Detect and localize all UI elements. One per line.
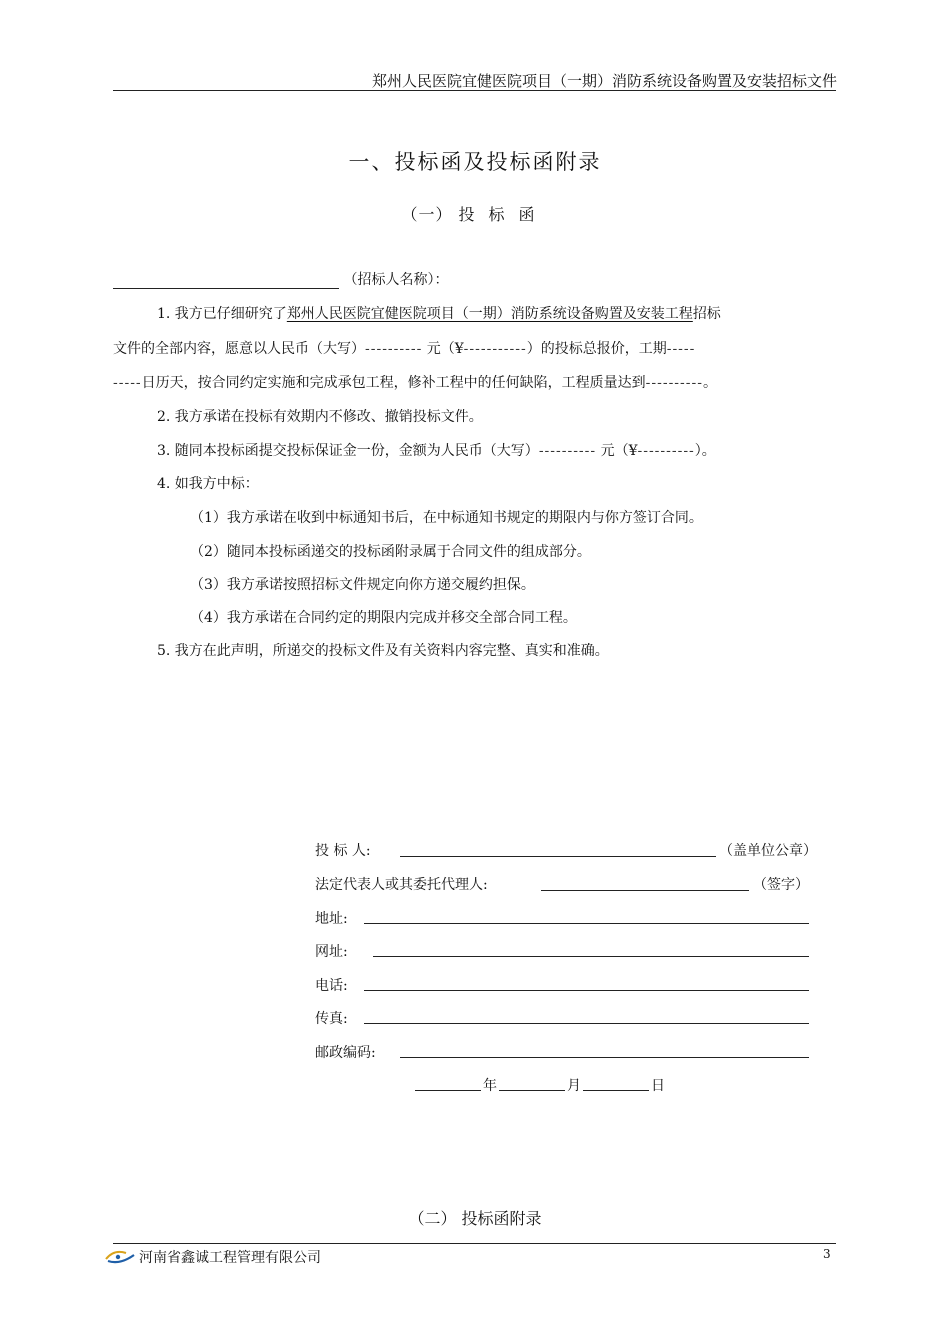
bidder-line: [400, 856, 716, 857]
item-1-text-d: 元（¥: [422, 341, 464, 357]
appendix-title: （二） 投标函附录: [408, 1209, 542, 1228]
bidder-label: 投 标 人:: [315, 843, 371, 859]
month-label: 月: [567, 1078, 581, 1094]
company-logo-icon: [104, 1247, 136, 1265]
rep-line: [541, 890, 749, 891]
page-number: 3: [823, 1247, 831, 1261]
item-1-text-c: 文件的全部内容，愿意以人民币（大写）: [113, 341, 365, 357]
item-3-text-c: ）。: [694, 443, 716, 459]
section-title: 一、投标函及投标函附录: [348, 150, 602, 174]
item-3-text-b: 元（¥: [596, 443, 638, 459]
deposit-words-blank: ----------: [538, 443, 597, 459]
bidder-note: （盖单位公章）: [719, 843, 817, 859]
address-line: [364, 923, 809, 924]
header-rule: [113, 90, 836, 91]
item-2: 2. 我方承诺在投标有效期内不修改、撤销投标文件。: [157, 409, 483, 425]
duration-blank-a: -----: [666, 341, 696, 357]
recipient-blank: [113, 272, 339, 289]
postcode-line: [400, 1057, 809, 1058]
sub-item-4: （4）我方承诺在合同约定的期限内完成并移交全部合同工程。: [190, 610, 577, 626]
item-1-text-a: 1. 我方已仔细研究了: [157, 306, 287, 322]
item-1-text-g: 。: [702, 375, 717, 391]
subsection-title-text: 投标函: [458, 205, 549, 224]
item-4: 4. 如我方中标：: [157, 476, 259, 492]
recipient-line: [113, 269, 448, 289]
item-3: [157, 440, 716, 460]
fax-line: [364, 1023, 809, 1024]
item-1-line-3: [113, 372, 717, 392]
quality-blank: ----------: [645, 375, 703, 391]
footer-rule: [113, 1243, 836, 1244]
website-label: 网址:: [315, 944, 348, 960]
duration-blank-b: -----: [113, 375, 142, 391]
website-line: [373, 956, 809, 957]
item-5: 5. 我方在此声明，所递交的投标文件及有关资料内容完整、真实和准确。: [157, 643, 609, 659]
subsection-title: [0, 202, 950, 225]
year-label: 年: [483, 1078, 497, 1094]
fax-label: 传真:: [315, 1011, 348, 1027]
item-1-text-b: 招标: [692, 306, 721, 322]
postcode-label: 邮政编码:: [315, 1045, 376, 1061]
phone-label: 电话:: [315, 978, 348, 994]
item-1-text-e: ）的投标总报价，工期: [526, 341, 667, 357]
header-title: 郑州人民医院宜健医院项目（一期）消防系统设备购置及安装招标文件: [371, 72, 837, 90]
price-words-blank: ----------: [365, 341, 423, 357]
footer-company: 河南省鑫诚工程管理有限公司: [139, 1250, 321, 1266]
deposit-figure-blank: ----------: [637, 443, 695, 459]
project-name: 郑州人民医院宜健医院项目（一期）消防系统设备购置及安装工程: [286, 306, 693, 322]
subsection-title-prefix: （一）: [401, 205, 453, 224]
item-1-line-1: [157, 303, 721, 323]
item-1-text-f: 日历天，按合同约定实施和完成承包工程，修补工程中的任何缺陷，工程质量达到: [141, 375, 646, 391]
rep-label: 法定代表人或其委托代理人:: [315, 877, 488, 893]
day-label: 日: [651, 1078, 665, 1094]
recipient-suffix: （招标人名称）：: [343, 272, 449, 288]
phone-line: [364, 990, 809, 991]
item-3-text-a: 3. 随同本投标函提交投标保证金一份，金额为人民币（大写）: [157, 443, 539, 459]
sub-item-2: （2）随同本投标函递交的投标函附录属于合同文件的组成部分。: [190, 544, 591, 560]
rep-note: （签字）: [753, 877, 809, 893]
address-label: 地址:: [315, 911, 348, 927]
sub-item-1: （1）我方承诺在收到中标通知书后，在中标通知书规定的期限内与你方签订合同。: [190, 510, 703, 526]
item-1-line-2: [113, 338, 695, 358]
sub-item-3: （3）我方承诺按照招标文件规定向你方递交履约担保。: [190, 577, 535, 593]
price-figure-blank: -----------: [463, 341, 527, 357]
year-line: [415, 1090, 481, 1091]
month-line: [499, 1090, 565, 1091]
day-line: [583, 1090, 649, 1091]
